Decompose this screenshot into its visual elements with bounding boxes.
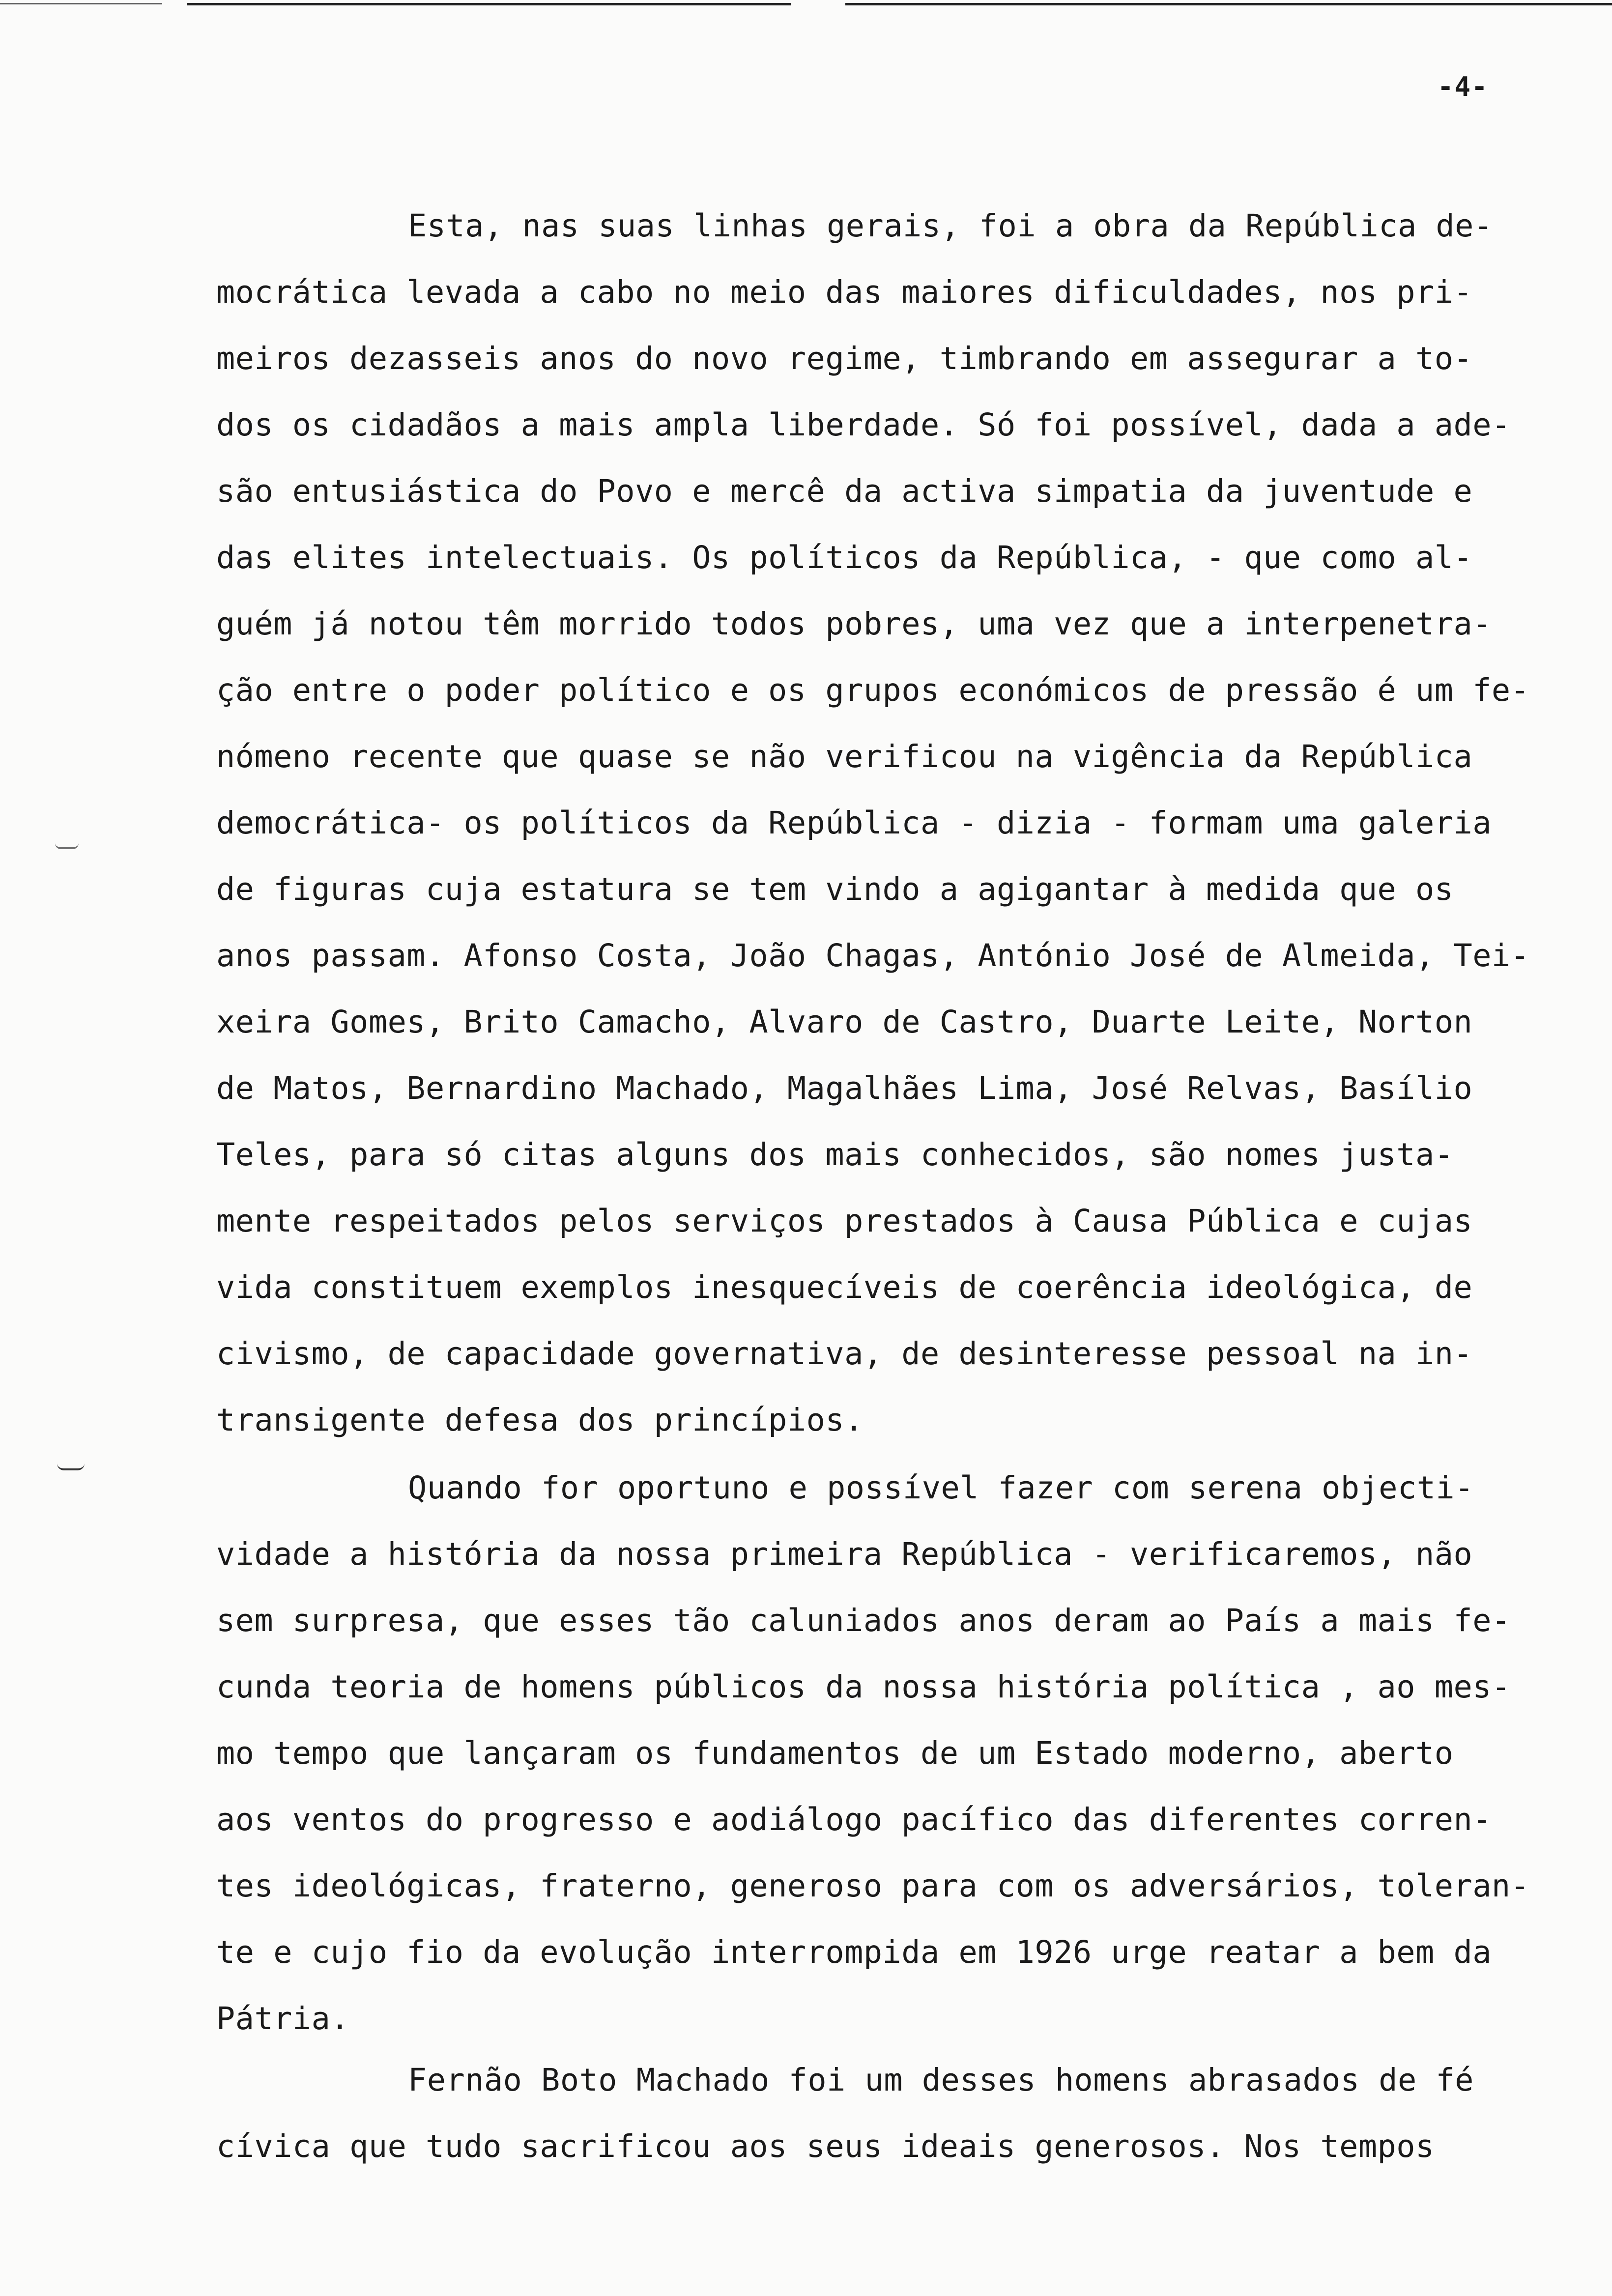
text-line: dos os cidadãos a mais ampla liberdade. Só foi possível, dada a ade- — [216, 406, 1511, 443]
scan-edge-line — [845, 3, 1612, 5]
text-line: Esta, nas suas linhas gerais, foi a obra da República de- — [408, 207, 1493, 244]
text-line: mo tempo que lançaram os fundamentos de um Estado moderno, aberto — [216, 1735, 1454, 1771]
text-line: vidade a história da nossa primeira República - verificaremos, não — [216, 1536, 1473, 1572]
text-line: Pátria. — [216, 2000, 350, 2037]
text-line: transigente defesa dos princípios. — [216, 1402, 864, 1438]
scan-edge-line — [0, 3, 162, 4]
text-line: meiros dezasseis anos do novo regime, timbrando em assegurar a to- — [216, 340, 1473, 376]
text-line: sem surpresa, que esses tão caluniados anos deram ao País a mais fe- — [216, 1602, 1511, 1638]
text-line: mente respeitados pelos serviços prestados à Causa Pública e cujas — [216, 1203, 1473, 1239]
text-line: xeira Gomes, Brito Camacho, Alvaro de Castro, Duarte Leite, Norton — [216, 1004, 1473, 1040]
margin-scan-mark — [55, 843, 79, 849]
text-line: vida constituem exemplos inesquecíveis de coerência ideológica, de — [216, 1269, 1473, 1305]
text-line: de figuras cuja estatura se tem vindo a agigantar à medida que os — [216, 871, 1454, 907]
text-line: mocrática levada a cabo no meio das maiores dificuldades, nos pri- — [216, 274, 1473, 310]
text-line: são entusiástica do Povo e mercê da activa simpatia da juventude e — [216, 473, 1473, 509]
text-line: cívica que tudo sacrificou aos seus ideais generosos. Nos tempos — [216, 2128, 1435, 2164]
text-line: de Matos, Bernardino Machado, Magalhães Lima, José Relvas, Basílio — [216, 1070, 1473, 1106]
text-line: guém já notou têm morrido todos pobres, uma vez que a interpenetra- — [216, 605, 1492, 642]
scan-edge-line — [187, 3, 791, 5]
text-line: das elites intelectuais. Os políticos da República, - que como al- — [216, 539, 1473, 575]
text-line: cunda teoria de homens públicos da nossa história política , ao mes- — [216, 1668, 1511, 1705]
text-line: Quando for oportuno e possível fazer com serena objecti- — [408, 1469, 1474, 1506]
paragraph-republic-overview — [216, 193, 1607, 1453]
page-number: -4- — [1438, 71, 1489, 102]
paragraph-first-republic-history — [216, 1455, 1607, 2052]
text-line: anos passam. Afonso Costa, João Chagas, António José de Almeida, Tei- — [216, 937, 1530, 974]
text-line: te e cujo fio da evolução interrompida em 1926 urge reatar a bem da — [216, 1934, 1492, 1970]
text-line: aos ventos do progresso e aodiálogo pacífico das diferentes corren- — [216, 1801, 1492, 1837]
paragraph-fernao-boto-machado — [216, 2047, 1607, 2180]
text-line: ção entre o poder político e os grupos económicos de pressão é um fe- — [216, 672, 1530, 708]
text-line: nómeno recente que quase se não verificou na vigência da República — [216, 738, 1473, 775]
text-line: Fernão Boto Machado foi um desses homens abrasados de fé — [408, 2062, 1474, 2098]
text-line: democrática- os políticos da República - dizia - formam uma galeria — [216, 804, 1492, 841]
margin-scan-mark — [57, 1464, 85, 1470]
text-line: civismo, de capacidade governativa, de desinteresse pessoal na in- — [216, 1335, 1473, 1372]
text-line: Teles, para só citas alguns dos mais conhecidos, são nomes justa- — [216, 1136, 1454, 1173]
text-line: tes ideológicas, fraterno, generoso para com os adversários, toleran- — [216, 1867, 1530, 1904]
